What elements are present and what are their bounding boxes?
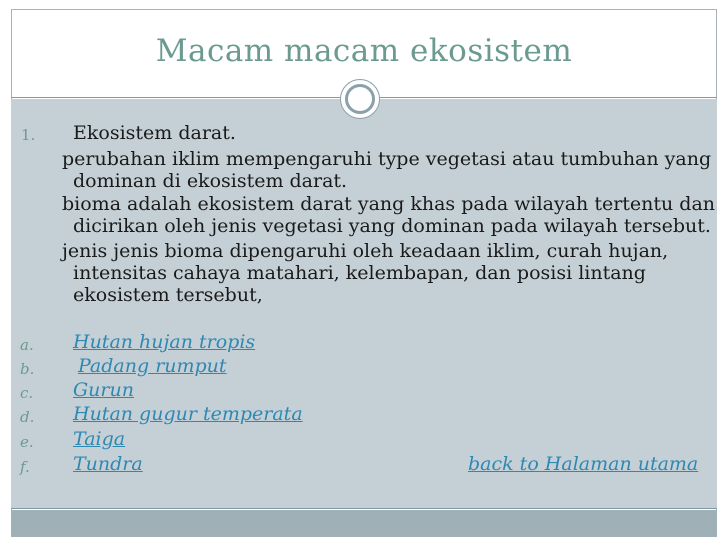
list-marker-c: c.	[20, 384, 34, 402]
circle-ornament-inner-icon	[345, 84, 375, 114]
paragraph-1-line-1: perubahan iklim mempengaruhi type vegetasi atau tumbuhan yang	[62, 148, 712, 170]
back-to-main-link[interactable]: back to Halaman utama	[468, 453, 699, 475]
link-padang-rumput[interactable]: Padang rumput	[78, 355, 227, 377]
list-marker-f: f.	[20, 458, 30, 476]
list-marker-d: d.	[20, 408, 35, 426]
paragraph-3-line-2: intensitas cahaya matahari, kelembapan, dan posisi lintang	[73, 262, 646, 284]
slide-title: Macam macam ekosistem	[155, 33, 573, 69]
link-hutan-hujan-tropis[interactable]: Hutan hujan tropis	[73, 331, 256, 353]
paragraph-2-line-2: dicirikan oleh jenis vegetasi yang dominan pada wilayah tersebut.	[73, 215, 711, 237]
link-hutan-gugur-temperata[interactable]: Hutan gugur temperata	[73, 403, 303, 425]
section-heading: Ekosistem darat.	[73, 122, 236, 144]
list-marker-e: e.	[20, 433, 34, 451]
list-marker-a: a.	[20, 336, 34, 354]
paragraph-2-line-1: bioma adalah ekosistem darat yang khas pada wilayah tertentu dan	[62, 193, 716, 215]
bottom-divider	[11, 508, 717, 509]
link-tundra[interactable]: Tundra	[73, 453, 143, 475]
link-gurun[interactable]: Gurun	[73, 379, 134, 401]
list-marker-b: b.	[20, 360, 35, 378]
list-number: 1.	[21, 126, 36, 144]
bottom-band	[11, 510, 717, 537]
paragraph-3-line-1: jenis jenis bioma dipengaruhi oleh keadaan iklim, curah hujan,	[62, 240, 669, 262]
link-taiga[interactable]: Taiga	[73, 428, 126, 450]
paragraph-3-line-3: ekosistem tersebut,	[73, 284, 263, 306]
paragraph-1-line-2: dominan di ekosistem darat.	[73, 170, 348, 192]
